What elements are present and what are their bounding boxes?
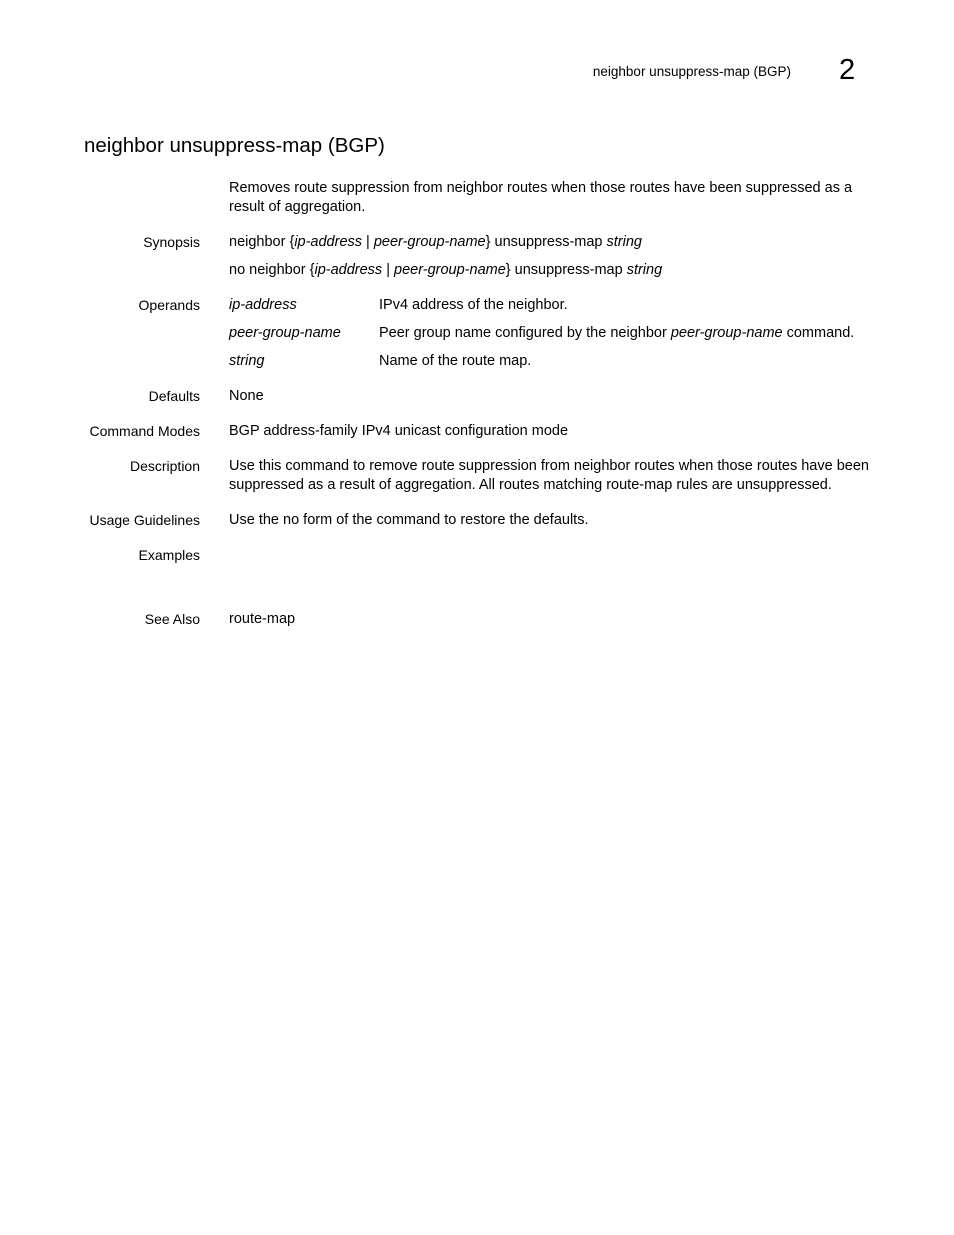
brace-open: { bbox=[305, 262, 315, 278]
see-also-link[interactable]: route-map bbox=[229, 611, 296, 627]
operand-description-text: Peer group name configured by the bbox=[379, 325, 611, 341]
operand-name: peer-group-name bbox=[229, 325, 341, 341]
keyword: no neighbor bbox=[229, 262, 306, 278]
see-also-label: See Also bbox=[144, 611, 200, 627]
brace-open: { bbox=[285, 234, 295, 250]
description-section bbox=[0, 457, 954, 495]
command-modes-text: BGP address-family IPv4 unicast configuration mode bbox=[229, 423, 569, 439]
brace-close: } bbox=[505, 262, 515, 278]
operand-description: Name of the route map. bbox=[379, 353, 532, 369]
brace-close: } bbox=[485, 234, 495, 250]
operand-description bbox=[379, 324, 869, 343]
operand-row bbox=[229, 352, 869, 371]
usage-guidelines-label: Usage Guidelines bbox=[89, 512, 200, 528]
keyword: neighbor bbox=[229, 234, 286, 250]
defaults-text: None bbox=[229, 388, 264, 404]
synopsis-label: Synopsis bbox=[143, 234, 200, 250]
operand-row bbox=[229, 296, 869, 315]
page-title: neighbor unsuppress-map (BGP) bbox=[84, 134, 385, 157]
usage-text: form of the command to restore the defaults. bbox=[299, 512, 589, 528]
examples-label: Examples bbox=[138, 547, 200, 563]
description-text: Use this command to remove route suppression from neighbor routes when those routes have been suppressed as a result of aggregation. All routes matching route-map rules are unsuppressed. bbox=[229, 458, 869, 493]
argument: peer-group-name bbox=[373, 234, 486, 250]
chapter-number: 2 bbox=[839, 54, 856, 86]
separator: | bbox=[382, 262, 394, 278]
defaults-label: Defaults bbox=[148, 388, 200, 404]
examples-section bbox=[0, 546, 954, 594]
synopsis-line bbox=[229, 233, 869, 252]
keyword: unsuppress-map bbox=[494, 234, 603, 250]
argument: peer-group-name bbox=[394, 262, 506, 278]
defaults-section bbox=[0, 387, 954, 406]
synopsis-line bbox=[229, 261, 869, 280]
intro-paragraph: Removes route suppression from neighbor routes when those routes have been suppressed as a result of aggregation. bbox=[229, 180, 853, 215]
command-modes-label: Command Modes bbox=[89, 423, 200, 439]
see-also-section bbox=[0, 610, 954, 629]
operand-description: IPv4 address of the neighbor. bbox=[379, 297, 568, 313]
running-header: neighbor unsuppress-map (BGP) bbox=[592, 64, 791, 79]
operands-section bbox=[0, 296, 954, 371]
operand-name: string bbox=[229, 353, 265, 369]
keyword: unsuppress-map bbox=[514, 262, 623, 278]
argument: string bbox=[626, 262, 663, 278]
argument: string bbox=[606, 234, 642, 250]
keyword: neighbor bbox=[610, 325, 667, 341]
operand-description-text: command. bbox=[782, 325, 855, 341]
argument: ip-address bbox=[294, 234, 363, 250]
examples-body bbox=[229, 546, 869, 594]
operand-row bbox=[229, 324, 869, 343]
separator: | bbox=[362, 234, 374, 250]
synopsis-section bbox=[0, 233, 954, 280]
command-reference-body bbox=[0, 179, 954, 629]
usage-text: Use the bbox=[229, 512, 283, 528]
keyword: no bbox=[283, 512, 300, 528]
usage-guidelines-section bbox=[0, 511, 954, 530]
argument: ip-address bbox=[314, 262, 383, 278]
argument: peer-group-name bbox=[670, 325, 783, 341]
operand-name: ip-address bbox=[229, 297, 297, 313]
usage-guidelines-text bbox=[229, 511, 869, 530]
operands-label: Operands bbox=[138, 297, 200, 313]
command-modes-section bbox=[0, 422, 954, 441]
description-label: Description bbox=[129, 458, 200, 474]
